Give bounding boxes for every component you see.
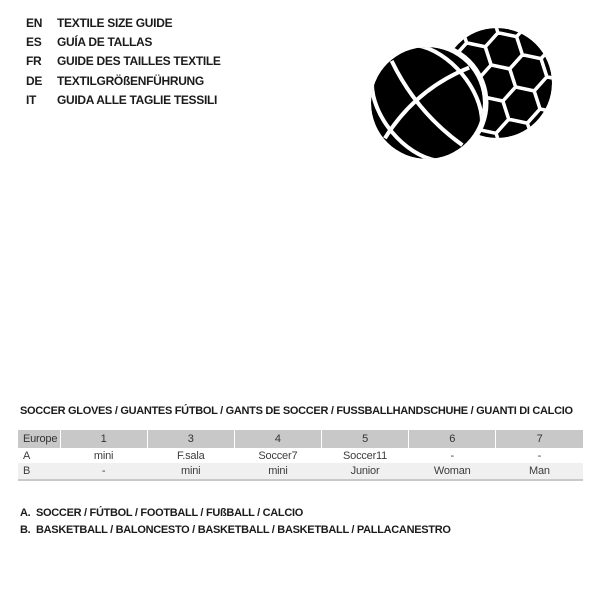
- language-code: EN: [26, 15, 43, 30]
- col-header-size: 3: [147, 430, 234, 448]
- size-table-title: SOCCER GLOVES / GUANTES FÚTBOL / GANTS DE SOCCER / FUSSBALLHANDSCHUHE / GUANTI DI CALCIO: [20, 405, 573, 417]
- language-label: GUIDA ALLE TAGLIE TESSILI: [57, 93, 218, 108]
- col-header-size: 4: [234, 430, 321, 448]
- col-header-europe: Europe: [18, 430, 60, 448]
- table-row: [18, 463, 583, 480]
- table-row: [18, 448, 583, 463]
- language-label: TEXTILGRÖßENFÜHRUNG: [57, 73, 204, 88]
- table-cell: mini: [147, 463, 234, 480]
- footnote-text: SOCCER / FÚTBOL / FOOTBALL / FUßBALL / CALCIO: [36, 507, 303, 519]
- table-cell: -: [60, 463, 147, 480]
- language-code: IT: [26, 93, 37, 108]
- table-cell: Junior: [321, 463, 408, 480]
- table-cell: mini: [93, 449, 114, 462]
- footnote-prefix: A.: [20, 507, 31, 519]
- col-header-size: 5: [321, 430, 408, 448]
- row-label: B: [18, 463, 60, 480]
- table-header-row: [18, 430, 583, 448]
- table-cell: -: [450, 449, 454, 462]
- basketball-soccerball-icon: [368, 15, 583, 170]
- footnote-prefix: B.: [20, 523, 31, 536]
- language-row: [26, 71, 221, 90]
- table-cell: Soccer7: [258, 449, 298, 462]
- language-list: [26, 13, 221, 110]
- footnote-a: [20, 507, 451, 524]
- table-cell: Man: [496, 463, 583, 480]
- col-header-size: 1: [60, 430, 147, 448]
- language-code: DE: [26, 73, 43, 88]
- language-label: GUIDE DES TAILLES TEXTILE: [57, 54, 221, 69]
- language-row: [26, 52, 221, 71]
- col-header-size: 6: [409, 430, 496, 448]
- table-cell: mini: [234, 463, 321, 480]
- size-table: [18, 430, 583, 481]
- language-row: [26, 13, 221, 32]
- table-cell: F.sala: [176, 449, 205, 462]
- language-code: ES: [26, 35, 42, 50]
- table-cell: Soccer11: [343, 449, 388, 462]
- table-cell: -: [537, 449, 542, 462]
- language-row: [26, 32, 221, 51]
- table-cell: Woman: [409, 463, 496, 480]
- language-code: FR: [26, 54, 42, 69]
- language-label: GUÍA DE TALLAS: [57, 35, 153, 50]
- col-header-size: 7: [496, 430, 583, 448]
- footnote-text: BASKETBALL / BALONCESTO / BASKETBALL / BASKETBALL / PALLACANESTRO: [36, 523, 451, 536]
- language-row: [26, 91, 221, 110]
- footnotes: [20, 507, 451, 540]
- footnote-b: [20, 524, 451, 541]
- row-label: A: [23, 449, 31, 462]
- language-label: TEXTILE SIZE GUIDE: [57, 15, 173, 30]
